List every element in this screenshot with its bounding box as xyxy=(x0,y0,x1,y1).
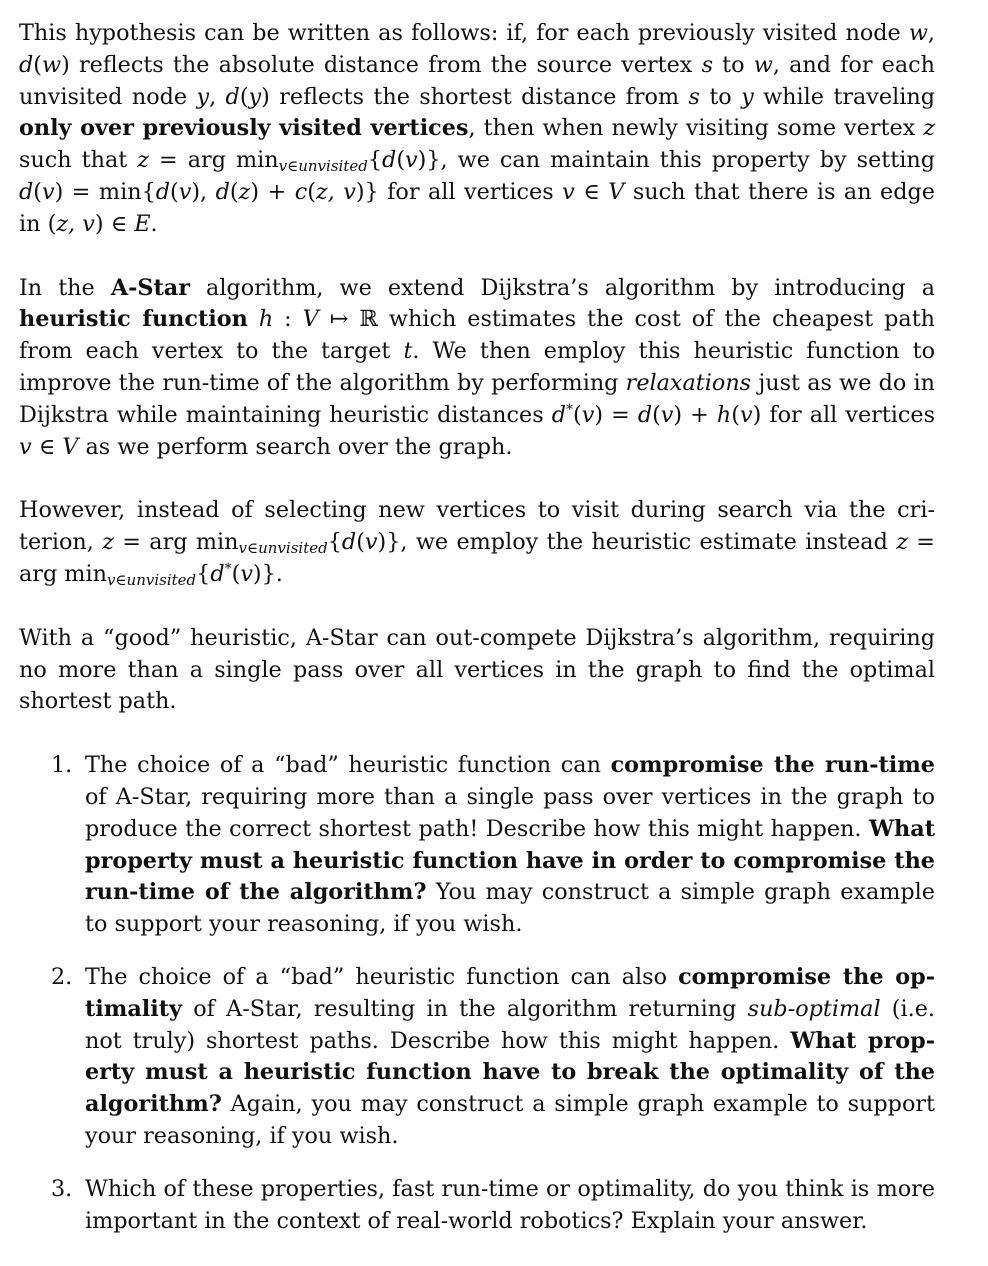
text-run: v∈unvisited xyxy=(278,157,368,176)
text-run: V xyxy=(608,178,625,205)
text-run: What property must a heuristic function have in order to compromise the run-time of the algorithm? xyxy=(85,815,935,906)
text-run: just as we do in Dijkstra while maintaining heuristic distances xyxy=(19,369,935,428)
text-run: { xyxy=(196,560,211,587)
text-run: { xyxy=(367,147,383,174)
paragraph-astar-intro xyxy=(19,273,935,464)
text-run: v xyxy=(364,529,378,556)
text-run: d xyxy=(341,529,357,556)
text-run: V xyxy=(62,433,79,460)
text-run: v xyxy=(41,178,55,205)
text-run: ( xyxy=(231,560,241,587)
text-run: h xyxy=(716,401,732,428)
question-item xyxy=(19,1174,935,1238)
text-run: v xyxy=(562,178,575,205)
text-run: y xyxy=(741,83,754,110)
text-run: V xyxy=(302,306,319,333)
text-run: sub-optimal xyxy=(747,995,881,1022)
text-run: z xyxy=(102,529,114,556)
text-run: * xyxy=(224,560,232,577)
question-number: 3. xyxy=(51,1175,73,1202)
text-run: ( xyxy=(33,178,42,205)
text-run: v xyxy=(660,401,674,428)
text-run: Again, you may construct a simple graph example to support your reasoning, if you wish. xyxy=(85,1091,935,1149)
text-run: v xyxy=(240,560,253,587)
text-run: to xyxy=(699,83,742,110)
text-run: h xyxy=(258,306,274,333)
text-run: = arg min xyxy=(113,529,239,556)
text-run: v xyxy=(178,178,192,205)
text-run: Which of these properties, fast run-time or optimality, do you think is more important in the context of real-world robotics? Explain your answer. xyxy=(85,1175,935,1234)
text-run: ) reflects the absolute distance from the source vertex xyxy=(61,51,702,78)
paragraph-good-heuristic xyxy=(19,623,935,718)
text-run: = arg min xyxy=(19,529,935,587)
question-text xyxy=(85,1176,935,1234)
text-run: However, instead of selecting new vertices to visit during search via the criterion, xyxy=(19,497,935,556)
text-run: s xyxy=(701,51,714,78)
text-run: z xyxy=(896,529,908,556)
text-run: ( xyxy=(731,401,740,428)
text-run: z, v xyxy=(56,210,95,237)
text-run: { xyxy=(327,529,342,556)
text-run: d xyxy=(551,401,566,428)
text-run: d xyxy=(155,178,171,205)
text-run: ( xyxy=(239,83,249,110)
question-text xyxy=(85,752,935,937)
text-run: v∈unvisited xyxy=(238,539,328,558)
text-run: s xyxy=(688,83,700,110)
text-run xyxy=(248,306,259,332)
text-run: ( xyxy=(33,51,42,78)
text-run: ) + xyxy=(250,178,295,205)
text-run: such that there is an edge in ( xyxy=(19,178,935,237)
text-run: ) + xyxy=(673,401,717,428)
text-run: d xyxy=(382,147,397,174)
text-run: y xyxy=(196,83,210,110)
paragraph-criterion xyxy=(19,495,935,590)
text-run: You may construct a simple graph example to support your reasoning, if you wish. xyxy=(85,879,936,938)
body-text xyxy=(19,18,935,718)
question-item xyxy=(19,750,935,941)
text-run: What property must a heuristic function have to break the optimality of the algorithm? xyxy=(85,1027,936,1118)
text-run: d xyxy=(225,83,240,110)
text-run: , and for each unvisited node xyxy=(19,51,936,110)
text-run: w xyxy=(753,51,773,78)
text-run: ( xyxy=(356,529,365,556)
text-run: The choice of a “bad” heuristic function can xyxy=(85,752,611,779)
text-run: of A-Star, resulting in the algorithm returning xyxy=(182,995,748,1022)
text-run: v xyxy=(405,147,418,174)
text-run: w xyxy=(41,51,62,78)
text-run: ( xyxy=(229,178,239,205)
question-text xyxy=(85,964,935,1149)
text-run: z, v xyxy=(315,178,356,205)
text-run: algorithm, we extend Dijkstra’s algorithm by introducing a xyxy=(189,274,936,301)
text-run: E xyxy=(134,210,151,237)
text-run: d xyxy=(210,560,225,587)
text-run: ) = xyxy=(594,401,638,428)
paragraph-hypothesis xyxy=(19,18,935,241)
text-run: v xyxy=(739,401,753,428)
text-run: = arg min xyxy=(149,147,279,174)
text-run: w xyxy=(908,20,928,46)
text-run: such that xyxy=(19,147,138,174)
text-run: The choice of a “bad” heuristic function can also xyxy=(85,963,679,990)
text-run: y xyxy=(248,83,262,110)
text-run: )}, we can maintain this property by setting xyxy=(417,147,935,174)
question-number: 1. xyxy=(51,752,73,779)
text-run: v xyxy=(581,401,595,428)
text-run: ∈ xyxy=(31,433,63,460)
text-run: ( xyxy=(652,401,661,428)
question-number: 2. xyxy=(51,963,73,990)
text-run: t xyxy=(403,338,413,365)
text-run: , xyxy=(927,20,935,46)
text-run: d xyxy=(19,178,34,205)
question-item xyxy=(19,962,935,1153)
text-run: ) = min{ xyxy=(54,178,156,205)
text-run: , then when newly visiting some vertex xyxy=(468,115,924,142)
text-run: d xyxy=(637,401,653,428)
text-run: d xyxy=(19,51,34,78)
text-run: (i.e. not truly) shortest paths. Describe how this might happen. xyxy=(85,995,935,1054)
text-run: v∈unvisited xyxy=(106,570,197,589)
text-run: ) reflects the shortest distance from xyxy=(261,83,689,110)
text-run: c xyxy=(294,178,308,205)
text-run: compromise the optimality xyxy=(85,963,935,1022)
text-run: ), xyxy=(191,178,216,205)
text-run: , xyxy=(209,83,226,110)
text-run: )} for all vertices xyxy=(355,178,563,205)
text-run: With a “good” heuristic, A-Star can out-compete Dijkstra’s algorithm, requiring no more than a single pass over all vertices in the graph to find the optimal shortest path. xyxy=(19,624,935,715)
text-run: : xyxy=(273,306,303,333)
text-run: )}. xyxy=(252,560,283,587)
document-page xyxy=(19,18,935,1258)
text-run: heuristic function xyxy=(19,306,248,333)
text-run: relaxations xyxy=(625,369,752,396)
text-run: ( xyxy=(170,178,179,205)
text-run: z xyxy=(923,115,935,142)
text-run: ( xyxy=(307,178,316,205)
text-run: of A-Star, requiring more than a single pass over vertices in the graph to produce the correct shortest path! Describe how this might happen. xyxy=(85,783,935,842)
text-run: This hypothesis can be written as follows: if, for each previously visited node xyxy=(19,20,909,46)
text-run: ( xyxy=(573,401,582,428)
text-run: . We then employ this heuristic function to improve the run-time of the algorithm by performing xyxy=(19,338,935,396)
text-run: ) ∈ xyxy=(94,210,135,237)
text-run: while traveling xyxy=(753,83,935,110)
text-run: )}, we employ the heuristic estimate instead xyxy=(377,529,897,556)
text-run: ↦ ℝ which estimates the cost of the cheapest path from each vertex to the target xyxy=(19,306,936,365)
text-run: ( xyxy=(396,147,406,174)
text-run: . xyxy=(150,210,158,237)
text-run: z xyxy=(137,147,150,174)
text-run: In the xyxy=(19,274,111,301)
text-run: * xyxy=(566,401,573,418)
text-run: v xyxy=(19,433,32,460)
text-run: as we perform search over the graph. xyxy=(78,433,513,460)
text-run: z xyxy=(238,178,251,205)
question-list xyxy=(19,750,935,1237)
text-run: only over previously visited vertices xyxy=(19,115,469,142)
text-run: to xyxy=(713,51,754,78)
text-run: ) for all vertices xyxy=(752,401,936,428)
text-run: A-Star xyxy=(110,274,190,301)
text-run: ∈ xyxy=(574,178,609,205)
text-run: d xyxy=(215,178,230,205)
text-run: compromise the run-time xyxy=(610,752,935,779)
